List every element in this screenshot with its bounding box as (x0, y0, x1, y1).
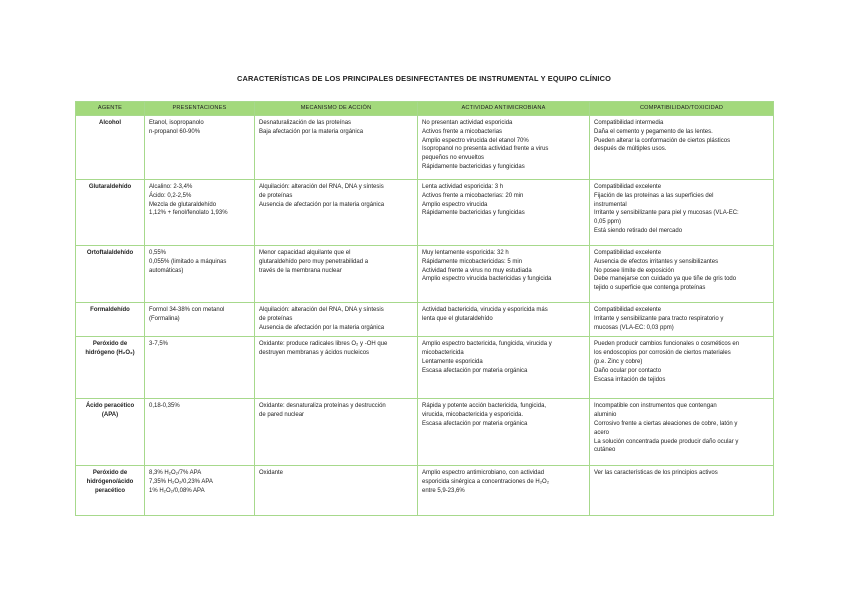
cell-line: peracético (94, 487, 125, 494)
compatibilidad-cell (590, 303, 774, 337)
column-header-presentaciones: PRESENTACIONES (145, 102, 255, 116)
mecanismo-cell (255, 466, 418, 516)
compatibilidad-cell (590, 337, 774, 399)
cell-line: cutáneo (594, 447, 616, 454)
cell-line: Menor capacidad alquilante que el (259, 250, 351, 256)
mecanismo-cell (255, 246, 418, 303)
cell-line: Ortoftalaldehído (86, 250, 134, 256)
cell-line: Mezcla de glutaraldehído (149, 201, 217, 208)
cell-line: Alcalino: 2-3,4% (149, 184, 193, 190)
cell-line: Alquilación: alteración del RNA, DNA y síntesis (259, 307, 384, 313)
agent-cell (76, 466, 145, 516)
cell-line: 7,35% H₂O₂/0,23% APA (149, 479, 213, 486)
cell-line: Desnaturalización de las proteínas (259, 120, 352, 126)
cell-line: Oxidante: produce radicales libres O₂ y -OH que (259, 341, 388, 348)
cell-line: Irritante y sensibilizante para tracto respiratorio y (594, 315, 724, 322)
cell-line: Ácido peracético (85, 403, 135, 410)
cell-line: hidrógeno (H₂O₂) (85, 350, 135, 357)
mecanismo-cell (255, 116, 418, 180)
cell-line: Fijación de las proteínas a las superficies del (594, 192, 714, 199)
cell-line: acero (594, 429, 610, 436)
cell-line: Escasa afectación por materia orgánica (422, 420, 528, 427)
cell-line: tejido o superficie que contenga proteínas (594, 285, 706, 292)
cell-line: No posee límite de exposición (594, 267, 675, 274)
cell-line: Rápidamente bactericidas y fungicidas (422, 210, 525, 217)
cell-line: 0,18-0,35% (149, 403, 180, 410)
cell-line: Glutaraldehído (88, 184, 132, 190)
column-header-compatibilidad: COMPATIBILIDAD/TOXICIDAD (590, 102, 774, 116)
cell-line: Lentamente esporicida (422, 358, 483, 365)
table-row (76, 246, 774, 303)
cell-line: destruyen membranas y ácidos nucleicos (259, 350, 370, 357)
cell-line: No presentan actividad esporicida (422, 120, 513, 126)
cell-line: Escasa irritación de tejidos (594, 376, 666, 383)
cell-line: glutaraldehído pero muy penetrabilidad a (259, 258, 369, 265)
actividad-cell (418, 180, 590, 246)
cell-line: (Formalina) (149, 315, 180, 322)
mecanismo-cell (255, 180, 418, 246)
cell-line: Amplio espectro bactericida, fungicida, virucida y (422, 341, 552, 348)
cell-line: Debe manejarse con cuidado ya que tiñe de gris todo (594, 276, 737, 283)
cell-line: 1% H₂O₂/0,08% APA (149, 487, 205, 494)
cell-line: Pueden producir cambios funcionales o cosméticos en (594, 341, 740, 348)
cell-line: 3-7,5% (149, 341, 169, 348)
compatibilidad-cell (590, 116, 774, 180)
compatibilidad-cell (590, 246, 774, 303)
cell-line: n-propanol 60-90% (149, 128, 201, 135)
presentaciones-cell (145, 466, 255, 516)
table-row (76, 466, 774, 516)
cell-line: de proteínas (259, 192, 293, 199)
cell-line: lenta que el glutaraldehído (422, 315, 493, 322)
cell-line: micobactericida (422, 350, 464, 357)
cell-line: 0,05 ppm) (594, 219, 622, 226)
agent-cell (76, 116, 145, 180)
cell-line: Compatibilidad intermedia (594, 120, 664, 126)
cell-line: (p.e. Zinc y cobre) (594, 358, 643, 365)
actividad-cell (418, 466, 590, 516)
presentaciones-cell (145, 303, 255, 337)
cell-line: Ausencia de afectación por la materia orgánica (259, 324, 385, 331)
cell-line: Ausencia de afectación por la materia orgánica (259, 201, 385, 208)
cell-line: Pueden alterar la conformación de ciertos plásticos (594, 137, 731, 144)
cell-line: 8,3% H₂O₂/7% APA (149, 470, 202, 477)
cell-line: pequeños no envueltos (422, 155, 485, 162)
cell-line: Baja afectación por la materia orgánica (259, 128, 364, 135)
actividad-cell (418, 116, 590, 180)
cell-line: Daña el cemento y pegamento de las lentes. (594, 128, 713, 135)
cell-line: Peróxido de (92, 341, 128, 348)
cell-line: 1,12% + fenol/fenolato 1,93% (149, 210, 228, 217)
compatibilidad-cell (590, 399, 774, 466)
cell-line: (APA) (101, 412, 119, 419)
cell-line: Corrosivo frente a ciertas aleaciones de cobre, latón y (594, 420, 738, 427)
mecanismo-cell (255, 399, 418, 466)
cell-line: Amplio espectro virucida bactericidas y fungicida (422, 276, 552, 283)
cell-line: Incompatible con instrumentos que contengan (594, 403, 717, 410)
actividad-cell (418, 399, 590, 466)
table-row (76, 303, 774, 337)
cell-line: Amplio espectro antimicrobiano, con actividad (422, 470, 545, 477)
cell-line: aluminio (594, 412, 617, 419)
cell-line: Etanol, isopropanolo (149, 120, 204, 126)
cell-line: Ácido: 0,2-2,5% (149, 192, 192, 199)
column-header-mecanismo: MECANISMO DE ACCIÓN (255, 102, 418, 116)
cell-line: Compatibilidad excelente (594, 184, 662, 190)
cell-line: Actividad bactericida, virucida y esporicida más (422, 307, 548, 313)
actividad-cell (418, 303, 590, 337)
cell-line: Compatibilidad excelente (594, 250, 662, 256)
presentaciones-cell (145, 337, 255, 399)
presentaciones-cell (145, 116, 255, 180)
cell-line: hidrógeno/ácido (86, 479, 134, 486)
cell-line: Amplio espectro virucida (422, 201, 488, 208)
cell-line: Isopropanol no presenta actividad frente a virus (422, 146, 549, 153)
cell-line: mucosas (VLA-EC: 0,03 ppm) (594, 324, 674, 331)
column-header-agente: AGENTE (76, 102, 145, 116)
cell-line: instrumental (594, 201, 627, 208)
compatibilidad-cell (590, 466, 774, 516)
cell-line: La solución concentrada puede producir daño ocular y (594, 438, 739, 445)
cell-line: Está siendo retirado del mercado (594, 227, 683, 234)
cell-line: Ver las características de los principios activos (594, 470, 718, 477)
cell-line: Oxidante (259, 470, 284, 477)
cell-line: Oxidante: desnaturaliza proteínas y destrucción (259, 403, 386, 410)
agent-cell (76, 399, 145, 466)
actividad-cell (418, 337, 590, 399)
actividad-cell (418, 246, 590, 303)
cell-line: los endoscopios por corrosión de ciertos materiales (594, 350, 731, 357)
table-row (76, 116, 774, 180)
disinfectants-table (75, 101, 774, 516)
cell-line: Rápidamente bactericidas y fungicidas (422, 163, 525, 170)
cell-line: Irritante y sensibilizante para piel y mucosas (VLA-EC: (594, 210, 739, 217)
cell-line: Amplio espectro virucida del etanol 70% (422, 137, 529, 144)
mecanismo-cell (255, 337, 418, 399)
table-row (76, 399, 774, 466)
cell-line: Actividad frente a virus no muy estudiada (422, 267, 532, 274)
presentaciones-cell (145, 180, 255, 246)
cell-line: virucida, micobactericida y esporicida. (422, 412, 524, 419)
cell-line: Rápidamente micobactericidas: 5 min (422, 258, 523, 265)
cell-line: Formol 34-38% con metanol (149, 307, 225, 313)
presentaciones-cell (145, 246, 255, 303)
cell-line: Rápida y potente acción bactericida, fungicida, (422, 403, 547, 410)
cell-line: 0,055% (limitado a máquinas (149, 258, 227, 265)
cell-line: Ausencia de efectos irritantes y sensibilizantes (594, 258, 719, 265)
cell-line: Compatibilidad excelente (594, 307, 662, 313)
agent-cell (76, 337, 145, 399)
cell-line: de pared nuclear (259, 412, 305, 419)
cell-line: después de múltiples usos. (594, 146, 667, 153)
column-header-actividad: ACTIVIDAD ANTIMICROBIANA (418, 102, 590, 116)
cell-line: Daño ocular por contacto (594, 367, 662, 374)
cell-line: Peróxido de (92, 470, 128, 477)
cell-line: Formaldehído (90, 307, 130, 313)
table-header-row (76, 102, 774, 116)
agent-cell (76, 303, 145, 337)
cell-line: través de la membrana nuclear (259, 267, 342, 274)
cell-line: Activos frente a micobacterias: 20 min (422, 192, 524, 199)
cell-line: esporicida sinérgica a concentraciones de H₂O₂ (422, 479, 550, 486)
cell-line: Alquilación: alteración del RNA, DNA y síntesis (259, 184, 384, 190)
cell-line: entre 5,9-23,6% (422, 487, 465, 494)
cell-line: 0,55% (149, 250, 167, 256)
cell-line: Alcohol (99, 120, 121, 126)
cell-line: automáticas) (149, 267, 184, 274)
agent-cell (76, 180, 145, 246)
table-row (76, 180, 774, 246)
compatibilidad-cell (590, 180, 774, 246)
mecanismo-cell (255, 303, 418, 337)
document-title: CARACTERÍSTICAS DE LOS PRINCIPALES DESINFECTANTES DE INSTRUMENTAL Y EQUIPO CLÍNICO (236, 74, 612, 83)
cell-line: Activos frente a micobacterias (422, 128, 503, 135)
agent-cell (76, 246, 145, 303)
cell-line: Lenta actividad esporicida: 3 h (422, 184, 504, 190)
table-row (76, 337, 774, 399)
presentaciones-cell (145, 399, 255, 466)
cell-line: Escasa afectación por materia orgánica (422, 367, 528, 374)
cell-line: Muy lentamente esporicida: 32 h (422, 250, 509, 256)
cell-line: de proteínas (259, 315, 293, 322)
